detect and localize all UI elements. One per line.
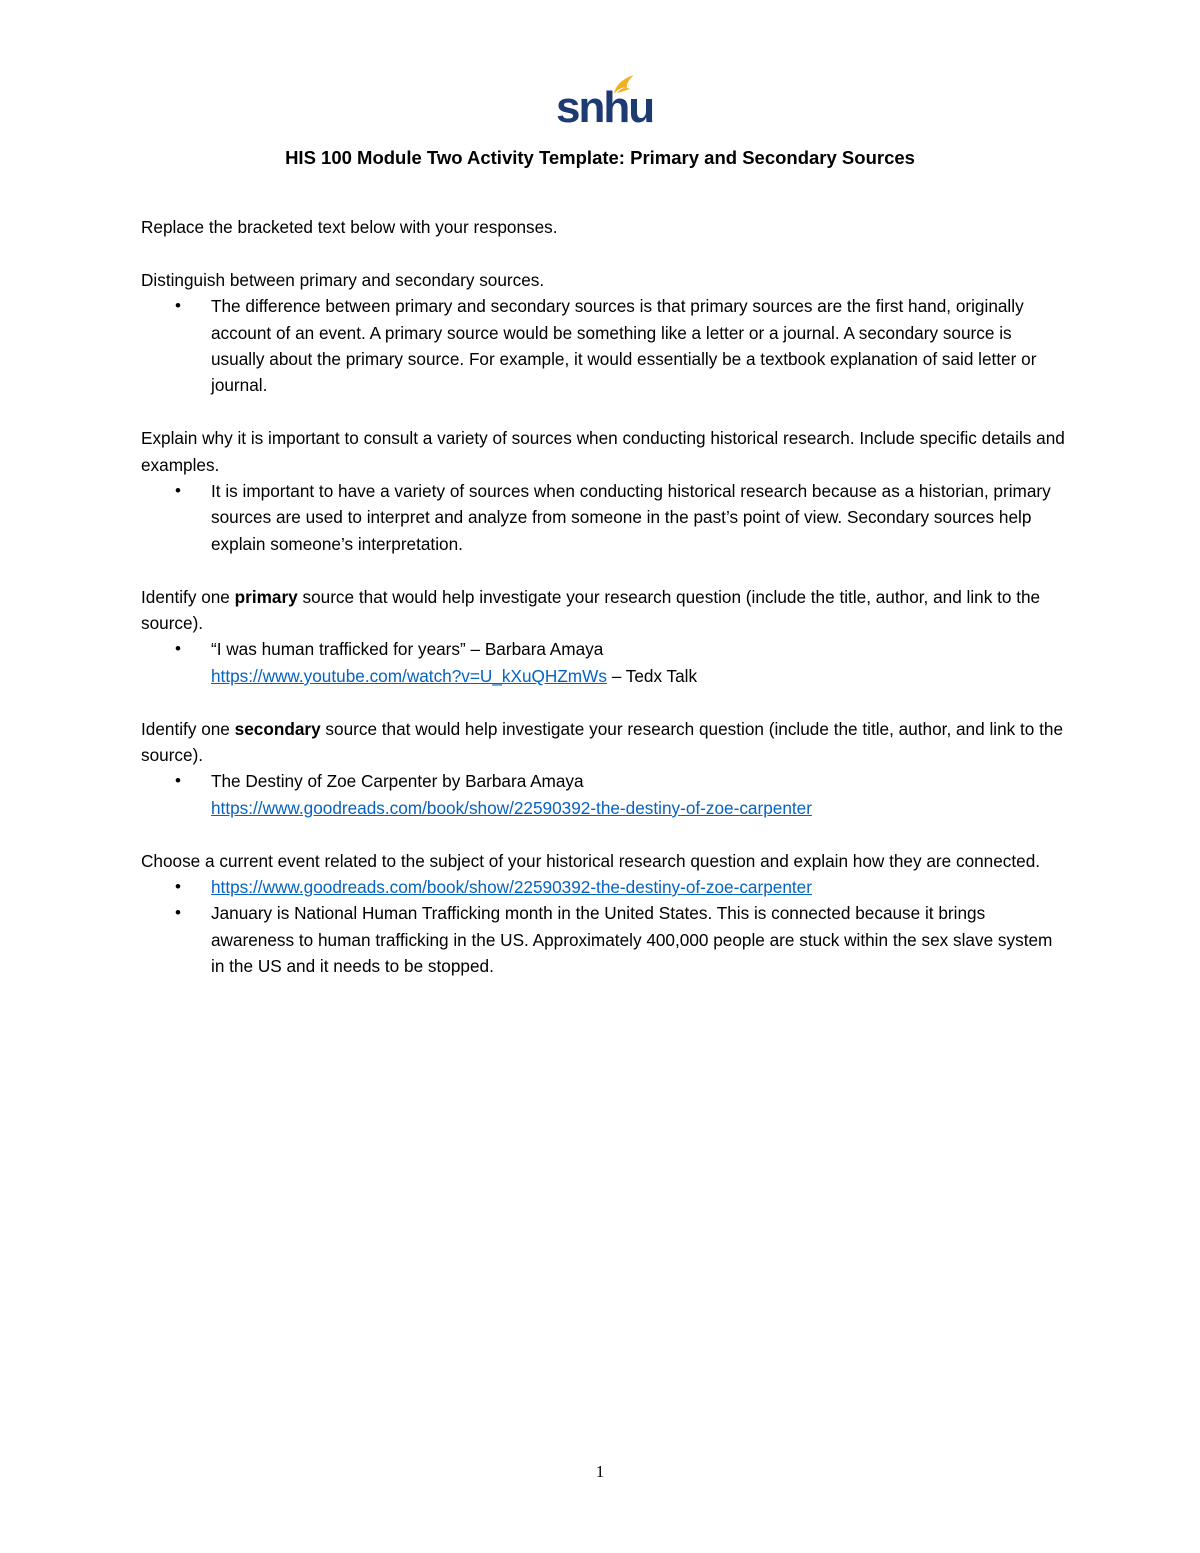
list-item: • January is National Human Trafficking month in the United States. This is connected because it brings awareness to human trafficking in the US. Approximately 400,000 people are stuck within the sex slave system in the US and it needs to be stopped. [211,900,1066,979]
section-prompt: Choose a current event related to the subject of your historical research question and explain how they are connected. [141,850,1041,871]
source-note: – Tedx Talk [606,665,698,686]
source-link[interactable]: https://www.youtube.com/watch?v=U_kXuQHZmWs [211,665,607,686]
prompt-emphasis: primary [234,586,298,607]
section-prompt: Explain why it is important to consult a variety of sources when conducting historical research. Include specific details and examples. [141,428,1065,475]
list-item [211,874,1066,900]
prompt-text: source that would help investigate your research question (include the title, author, and link to the source). [141,718,1064,766]
section-prompt [141,584,1066,637]
list-item: • The difference between primary and secondary sources is that primary sources are the first hand, originally account of an event. A primary source would be something like a letter or a journal. A secondary source is usually about the primary source. For example, it would essentially be a textbook explanation of said letter or journal. [211,293,1066,399]
list-item [211,636,1066,689]
page-title: HIS 100 Module Two Activity Template: Primary and Secondary Sources [285,147,915,168]
list-item: • It is important to have a variety of sources when conducting historical research because as a historian, primary sources are used to interpret and analyze from someone in the past’s point of view. Secondary sources help explain someone’s interpretation. [211,478,1066,557]
bullet-list [141,874,1066,980]
page-number: 1 [595,1462,605,1481]
list-item [211,768,1066,821]
bullet-list [141,293,1066,399]
bullet-list [141,636,1066,689]
section-primary-source [141,584,1066,690]
section-current-event [141,848,1066,980]
source-title: “I was human trafficked for years” – Barbara Amaya [211,639,604,660]
document-body [141,214,1066,980]
section-prompt [141,716,1066,769]
prompt-text: Identify one [141,718,235,739]
logo-wordmark: snhu [556,83,654,132]
bullet-list [141,478,1066,557]
section-distinguish [141,267,1066,399]
section-secondary-source [141,716,1066,822]
source-link[interactable]: https://www.goodreads.com/book/show/22590392-the-destiny-of-zoe-carpenter [211,797,812,818]
source-title: The Destiny of Zoe Carpenter by Barbara Amaya [211,771,584,792]
snhu-logo [556,72,654,132]
instructions-text: Replace the bracketed text below with your responses. [141,217,558,237]
source-link[interactable]: https://www.goodreads.com/book/show/22590392-the-destiny-of-zoe-carpenter [211,877,812,898]
section-prompt: Distinguish between primary and secondary sources. [141,269,545,290]
prompt-text: Identify one [141,586,235,607]
section-variety [141,425,1066,557]
prompt-emphasis: secondary [234,718,321,739]
prompt-text: source that would help investigate your research question (include the title, author, and link to the source). [141,586,1041,634]
bullet-list [141,768,1066,821]
